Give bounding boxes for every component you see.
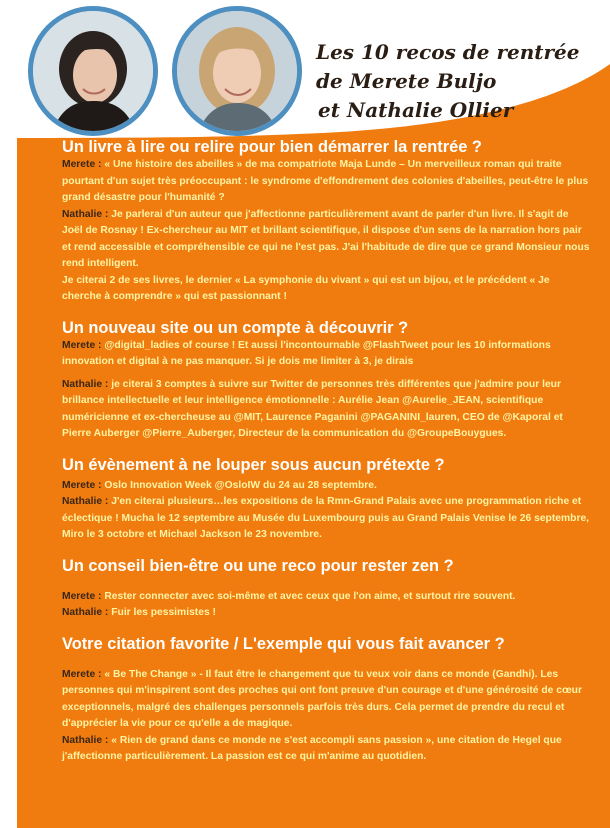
speaker-name: Merete : [62,590,102,602]
answer-paragraph [62,478,590,495]
title-line-2: de Merete Buljo [316,69,497,93]
answer-paragraph [62,589,590,606]
question-heading: Un nouveau site ou un compte à découvrir ? [62,318,409,337]
answer-text: Rester connecter avec soi-même et avec ceux que l'on aime, et surtout rire souvent. [104,590,516,602]
answer-paragraph [62,338,590,371]
answer-paragraph [62,605,590,622]
answer-text: J'en citerai plusieurs…les expositions de la Rmn-Grand Palais avec une programmation riche et éclectique ! Mucha le 12 septembre au Musée du Luxembourg puis au Grand Palais Venise le 26 septembre, Miro le 3 octobre et Michael Jackson le 23 novembre. [62,496,590,540]
question-heading: Un conseil bien-être ou une reco pour rester zen ? [62,556,454,575]
speaker-name: Merete : [62,339,102,351]
speaker-name: Merete : [62,159,102,170]
speaker-name: Nathalie : [62,496,109,507]
title-line-3: et Nathalie Ollier [318,98,514,122]
answer-text: je citerai 3 comptes à suivre sur Twitter de personnes très différentes que j'admire pour leur brillance intellectuelle et leur intelligence émotionnelle : Aurélie Jean @Aurelie_JEAN, scientifique numéricienne et ex-chercheuse au @MIT, Laurence Paganini @PAGANINI_lauren, CEO de @Kaporal et Pierre Auberger @Pierre_Auberger, Directeur de la communication du @GroupeBouygues. [62,378,563,439]
answer-text: « Une histoire des abeilles » de ma compatriote Maja Lunde – Un merveilleux roman qui traite pourtant d'un sujet très préoccupant : le syndrome d'effondrement des colonies d'abeilles, peut-être le plus grand désastre pour l'humanité ? [62,159,589,203]
title-line-1: Les 10 recos de rentrée [316,40,580,64]
answer-text: Fuir les pessimistes ! [111,607,216,618]
speaker-name: Nathalie : [62,734,109,746]
answer-paragraph [62,494,590,544]
answer-text: Je parlerai d'un auteur que j'affectionne particulièrement avant de parler d'un livre. Il s'agit de Joël de Rosnay ! Ex-chercheur au MIT et brillant scientifique, il dispose d'un sens de la narration hors pair et rend accessible et compréhensible ce qui ne l'est pas. J'ai l'habitude de dire que ce grand Monsieur nous rend intelligent. [62,208,590,269]
answer-text: @digital_ladies of course ! Et aussi l'incontournable @FlashTweet pour les 10 informations innovation et digital à ne pas manquer. Si je dois me limiter à 3, je dirais [62,339,551,367]
answer-text: « Rien de grand dans ce monde ne s'est accompli sans passion », une citation de Hegel que j'affectionne particulièrement. La passion est ce qui m'anime au quotidien. [62,734,562,762]
answer-paragraph [62,157,590,207]
answer-paragraph [62,207,590,273]
answer-text: « Be The Change » - Il faut être le changement que tu veux voir dans ce monde (Gandhi). Les personnes qui m'inspirent sont des proches qui ont font preuve d'un courage et d'une générosité de cœur exceptionnels, malgré des challenges personnels parfois très durs. Cela permet de prendre du recul et d'apprécier la vie pour ce qu'elle a de magique. [62,668,582,729]
question-heading: Votre citation favorite / L'exemple qui vous fait avancer ? [62,634,505,653]
question-heading: Un livre à lire ou relire pour bien démarrer la rentrée ? [62,138,482,156]
question-heading: Un évènement à ne louper sous aucun prétexte ? [62,455,445,474]
speaker-name: Nathalie : [62,607,109,618]
answer-paragraph-extra: Je citerai 2 de ses livres, le dernier « La symphonie du vivant » qui est un bijou, et le précédent « Je cherche à comprendre » qui est passionnant ! [62,274,550,302]
answer-text: Oslo Innovation Week @OsloIW du 24 au 28 septembre. [104,479,377,491]
page-title [316,38,580,125]
answer-paragraph [62,377,590,443]
nathalie-portrait-image [177,11,297,131]
speaker-name: Merete : [62,668,102,680]
answer-paragraph [62,667,590,733]
speaker-name: Merete : [62,479,102,491]
interview-content [62,138,590,766]
merete-portrait-image [33,11,153,131]
speaker-name: Nathalie : [62,378,109,390]
nathalie-portrait [172,6,302,136]
speaker-name: Nathalie : [62,208,109,220]
merete-portrait [28,6,158,136]
answer-paragraph [62,733,590,766]
